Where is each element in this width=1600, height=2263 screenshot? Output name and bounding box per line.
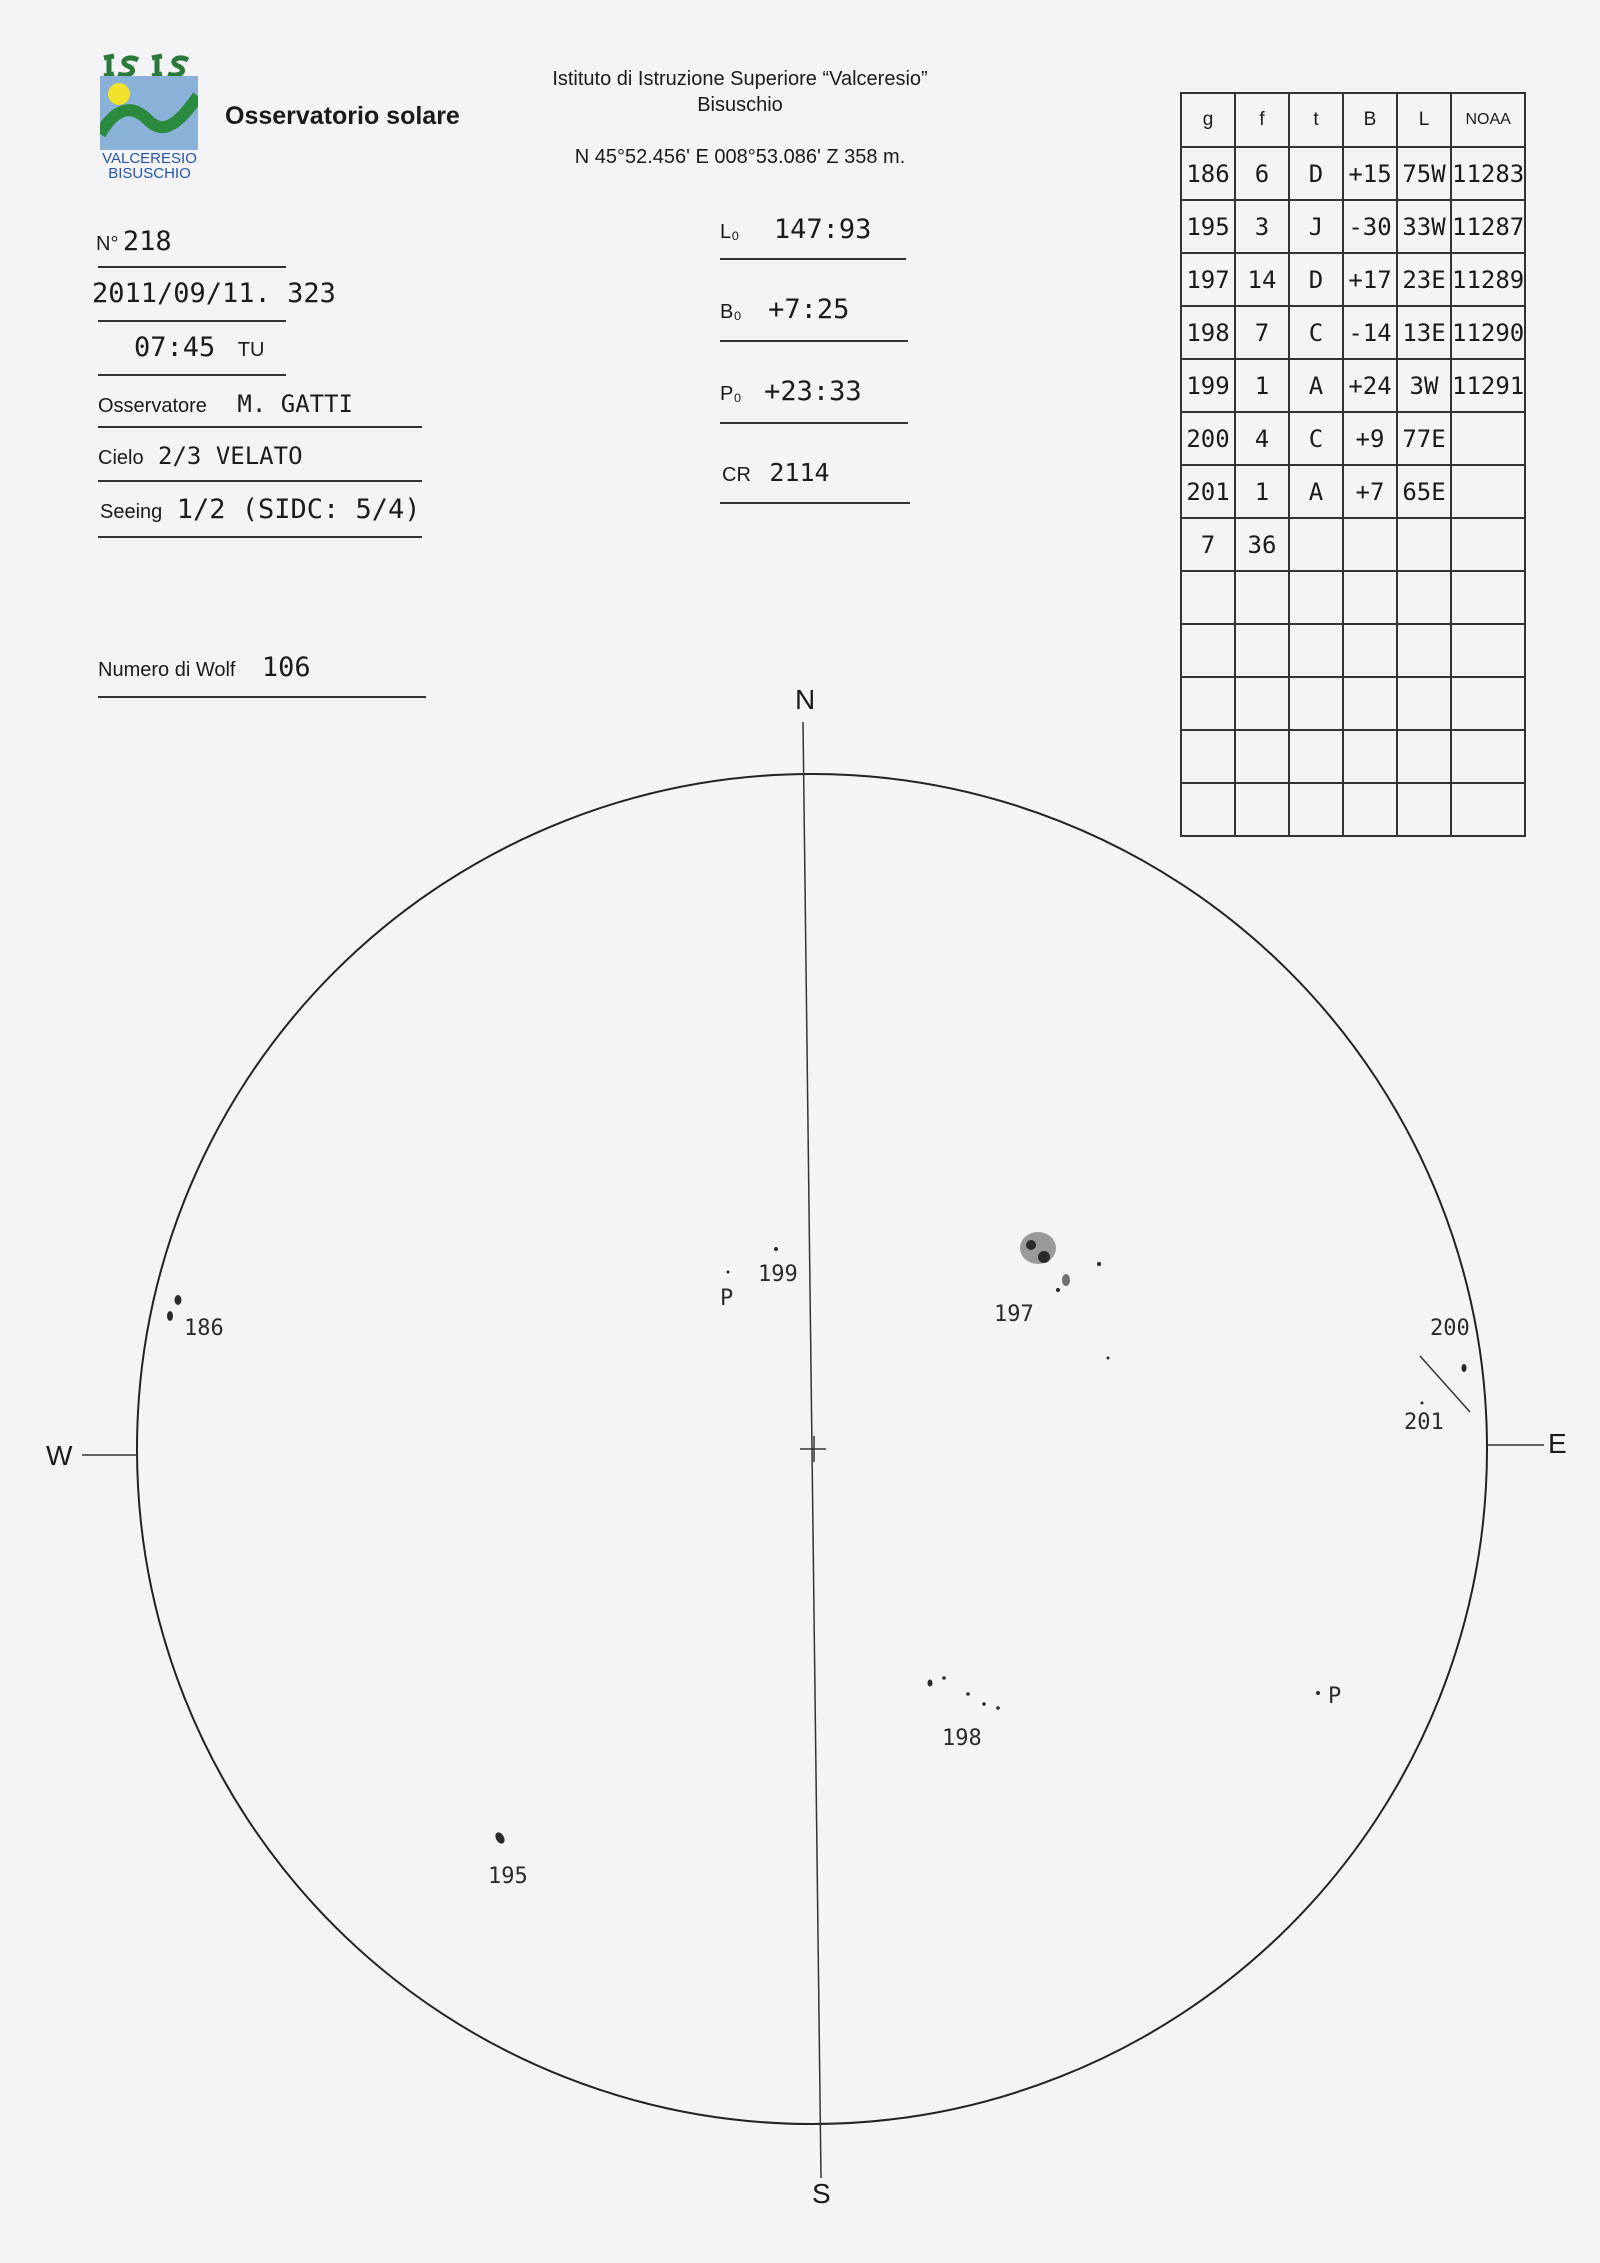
carrington-rotation-field: CR 2114 — [722, 458, 830, 487]
sunspot-umbra — [1026, 1240, 1036, 1250]
sunspot-umbra — [1038, 1251, 1050, 1263]
spot-group-label: 199 — [758, 1262, 798, 1287]
north-south-axis — [803, 722, 821, 2178]
table-cell: 3 — [1235, 200, 1289, 253]
sky-field: Cielo 2/3 VELATO — [98, 442, 303, 470]
north-label: N — [795, 684, 816, 715]
table-cell: +17 — [1343, 253, 1397, 306]
wolf-number-field: Numero di Wolf 106 — [98, 652, 311, 683]
p0-field: P₀ +23:33 — [720, 376, 862, 407]
record-time-field: 07:45 TU — [134, 332, 265, 363]
table-cell: 1 — [1235, 465, 1289, 518]
table-cell: 75W — [1397, 147, 1451, 200]
table-cell: 7 — [1181, 518, 1235, 571]
sunspot — [1421, 1402, 1424, 1405]
south-label: S — [812, 2178, 831, 2209]
table-cell: +7 — [1343, 465, 1397, 518]
table-cell: 11287 — [1451, 200, 1525, 253]
table-cell: 65E — [1397, 465, 1451, 518]
spot-group-label: 198 — [942, 1726, 982, 1751]
sunspot — [996, 1706, 1000, 1710]
table-cell: -14 — [1343, 306, 1397, 359]
east-label: E — [1548, 1428, 1567, 1459]
table-cell: D — [1289, 147, 1343, 200]
table-cell: 197 — [1181, 253, 1235, 306]
table-cell: 33W — [1397, 200, 1451, 253]
sunspot — [494, 1831, 507, 1845]
table-cell: 11290 — [1451, 306, 1525, 359]
table-cell: 195 — [1181, 200, 1235, 253]
b0-field: B₀ +7:25 — [720, 294, 850, 325]
spot-group-label: 200 — [1430, 1316, 1470, 1341]
table-cell: 77E — [1397, 412, 1451, 465]
table-cell: D — [1289, 253, 1343, 306]
table-cell: 11289 — [1451, 253, 1525, 306]
table-cell: 4 — [1235, 412, 1289, 465]
sunspot — [1316, 1691, 1320, 1695]
table-cell: C — [1289, 412, 1343, 465]
table-cell: A — [1289, 359, 1343, 412]
table-cell: 1 — [1235, 359, 1289, 412]
table-cell: +15 — [1343, 147, 1397, 200]
sunspot — [1062, 1274, 1070, 1286]
observatory-title: Osservatorio solare — [225, 102, 460, 130]
table-cell: 186 — [1181, 147, 1235, 200]
table-cell: J — [1289, 200, 1343, 253]
table-cell: 11291 — [1451, 359, 1525, 412]
table-cell: 199 — [1181, 359, 1235, 412]
table-cell: A — [1289, 465, 1343, 518]
table-cell: 23E — [1397, 253, 1451, 306]
table-cell: 36 — [1235, 518, 1289, 571]
table-cell: 198 — [1181, 306, 1235, 359]
table-cell: +9 — [1343, 412, 1397, 465]
spot-group-label: P — [720, 1286, 734, 1311]
table-cell: -30 — [1343, 200, 1397, 253]
sunspot — [774, 1247, 778, 1251]
spot-group-label: 201 — [1404, 1410, 1444, 1435]
table-header-cell: L — [1397, 93, 1451, 147]
table-cell: 6 — [1235, 147, 1289, 200]
table-cell: C — [1289, 306, 1343, 359]
table-cell: 201 — [1181, 465, 1235, 518]
table-cell: +24 — [1343, 359, 1397, 412]
sunspot — [1107, 1357, 1110, 1360]
record-date: 2011/09/11. 323 — [92, 278, 336, 309]
table-header-cell: f — [1235, 93, 1289, 147]
table-header-cell: B — [1343, 93, 1397, 147]
table-header-cell: t — [1289, 93, 1343, 147]
table-cell: 3W — [1397, 359, 1451, 412]
sunspot — [1056, 1288, 1060, 1292]
logo-caption: VALCERESIO BISUSCHIO — [102, 150, 197, 182]
spot-group-label: 195 — [488, 1864, 528, 1889]
spot-group-label: 186 — [184, 1316, 224, 1341]
sunspot — [942, 1676, 946, 1680]
sunspot — [982, 1702, 986, 1706]
sunspot — [1097, 1262, 1101, 1266]
table-cell: 13E — [1397, 306, 1451, 359]
seeing-field: Seeing 1/2 (SIDC: 5/4) — [100, 494, 421, 525]
table-header-cell: g — [1181, 93, 1235, 147]
west-label: W — [46, 1440, 73, 1471]
record-number-field: N° 218 — [96, 226, 172, 257]
spot-group-label: 197 — [994, 1302, 1034, 1327]
site-coordinates: N 45°52.456' E 008°53.086' Z 358 m. — [574, 146, 906, 168]
sunspot — [1462, 1364, 1467, 1372]
table-header-cell: NOAA — [1451, 93, 1525, 147]
observer-field: Osservatore M. GATTI — [98, 390, 353, 418]
sunspot — [175, 1295, 182, 1305]
sunspot — [727, 1271, 730, 1274]
sunspot — [167, 1311, 173, 1321]
table-cell: 14 — [1235, 253, 1289, 306]
table-cell: 11283 — [1451, 147, 1525, 200]
sunspot — [928, 1680, 933, 1687]
sunspot-penumbra — [1020, 1232, 1056, 1264]
l0-field: L₀ 147:93 — [720, 214, 872, 245]
table-cell: 200 — [1181, 412, 1235, 465]
limb-marker-line — [1420, 1356, 1470, 1412]
institute-name: Istituto di Istruzione Superiore “Valceresio” Bisuschio — [552, 68, 928, 116]
table-cell: 7 — [1235, 306, 1289, 359]
spot-group-label: P — [1328, 1684, 1342, 1709]
sunspot — [966, 1692, 970, 1696]
